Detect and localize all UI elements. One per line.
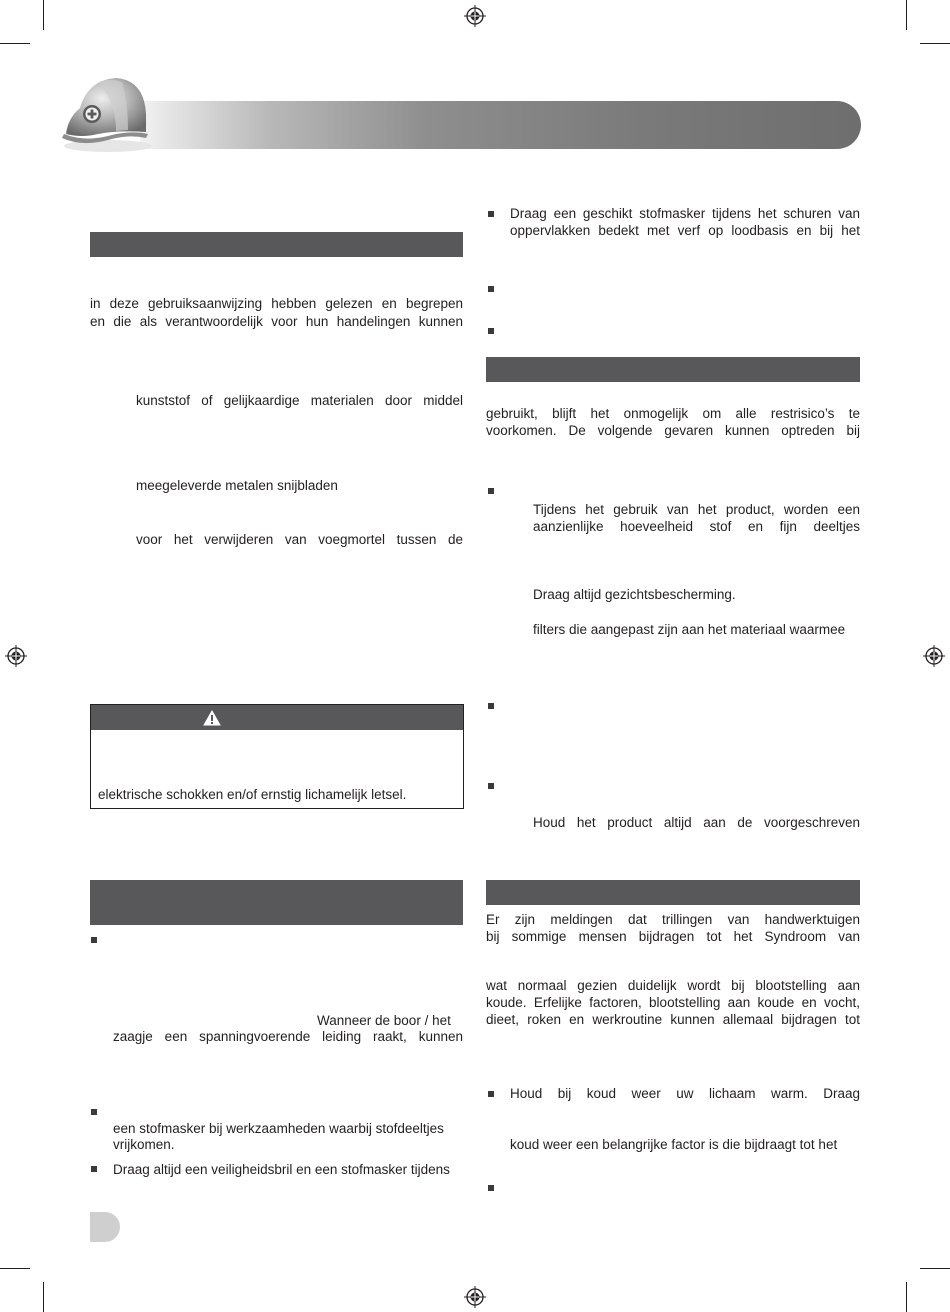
registration-mark-icon xyxy=(923,645,945,667)
body-text: Draag altijd gezichtsbescherming. xyxy=(533,587,736,602)
page-number-tab xyxy=(90,1212,120,1242)
crop-mark xyxy=(0,1268,30,1269)
body-text: Wanneer de boor / het xyxy=(317,1013,451,1028)
bullet xyxy=(91,1166,97,1172)
body-text: gebruikt, blijft het onmogelijk om alle restrisico’s te xyxy=(486,406,860,421)
warning-triangle-icon xyxy=(203,710,221,726)
body-text: een stofmasker bij werkzaamheden waarbij stofdeeltjes xyxy=(113,1121,444,1136)
bullet xyxy=(488,703,494,709)
warning-box xyxy=(90,704,464,809)
bullet xyxy=(488,488,494,494)
warning-text: elektrische schokken en/of ernstig lichamelijk letsel. xyxy=(98,787,407,802)
body-text: koude. Erfelijke factoren, blootstelling aan koude en vocht, xyxy=(486,995,860,1010)
body-text: aanzienlijke hoeveelheid stof en fijn deeltjes xyxy=(533,519,860,534)
crop-mark xyxy=(906,1282,907,1312)
bullet xyxy=(91,937,97,943)
body-text: voorkomen. De volgende gevaren kunnen optreden bij xyxy=(486,423,860,438)
bullet xyxy=(488,783,494,789)
registration-mark-icon xyxy=(464,5,486,27)
registration-mark-icon xyxy=(5,645,27,667)
use-item: meegeleverde metalen snijbladen xyxy=(136,478,338,493)
section-bar xyxy=(486,880,860,905)
body-text: wat normaal gezien duidelijk wordt bij blootstelling aan xyxy=(486,978,860,993)
body-text: dieet, roken en werkroutine kunnen allemaal bijdragen tot xyxy=(486,1012,860,1027)
crop-mark xyxy=(43,0,44,30)
crop-mark xyxy=(0,43,30,44)
body-text: oppervlakken bedekt met verf op loodbasis en bij het xyxy=(510,223,860,238)
body-text: zaagje een spanningvoerende leiding raakt, kunnen xyxy=(113,1029,463,1044)
body-text: Er zijn meldingen dat trillingen van handwerktuigen xyxy=(486,912,860,927)
body-text: vrijkomen. xyxy=(113,1137,175,1152)
intro-line: in deze gebruiksaanwijzing hebben gelezen en begrepen xyxy=(90,296,463,311)
intro-line: en die als verantwoordelijk voor hun handelingen kunnen xyxy=(90,314,463,329)
section-bar xyxy=(90,880,463,925)
body-text: bij sommige mensen bijdragen tot het Syndroom van xyxy=(486,929,860,944)
body-text: filters die aangepast zijn aan het materiaal waarmee xyxy=(533,622,846,637)
registration-mark-icon xyxy=(464,1286,486,1308)
bullet xyxy=(91,1109,97,1115)
use-item: kunststof of gelijkaardige materialen door middel xyxy=(136,393,463,408)
section-bar xyxy=(486,357,860,382)
body-text: Houd het product altijd aan de voorgeschreven xyxy=(533,815,860,830)
crop-mark xyxy=(906,0,907,30)
body-text: Houd bij koud weer uw lichaam warm. Draag xyxy=(510,1086,860,1101)
body-text: Draag een geschikt stofmasker tijdens het schuren van xyxy=(510,206,860,221)
bullet xyxy=(488,1091,494,1097)
header-banner xyxy=(140,101,861,149)
crop-mark xyxy=(920,1268,950,1269)
body-text: Draag altijd een veiligheidsbril en een stofmasker tijdens xyxy=(113,1162,450,1177)
body-text: koud weer een belangrijke factor is die bijdraagt tot het xyxy=(510,1137,838,1152)
crop-mark xyxy=(920,43,950,44)
section-bar xyxy=(90,232,463,257)
bullet xyxy=(488,328,494,334)
safety-helmet-icon xyxy=(58,72,158,154)
bullet xyxy=(488,286,494,292)
use-item: voor het verwijderen van voegmortel tussen de xyxy=(136,532,463,547)
body-text: Tijdens het gebruik van het product, worden een xyxy=(533,502,860,517)
crop-mark xyxy=(43,1282,44,1312)
bullet xyxy=(488,211,494,217)
warning-header xyxy=(91,705,463,730)
bullet xyxy=(488,1185,494,1191)
